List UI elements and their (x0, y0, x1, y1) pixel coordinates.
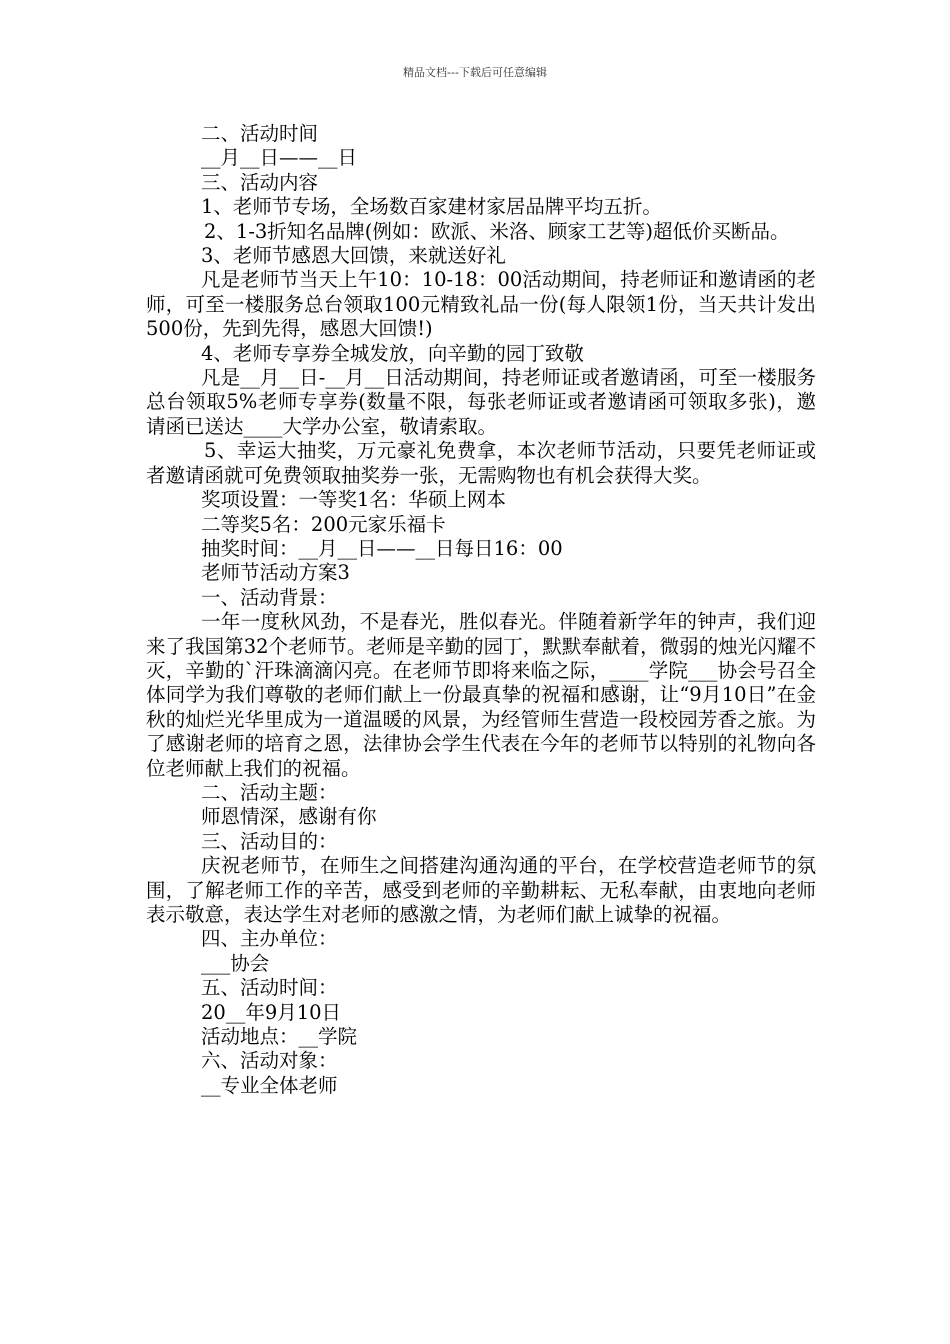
section-heading-event-time: 五、活动时间： (201, 976, 338, 1000)
section-heading-theme: 二、活动主题： (201, 780, 338, 804)
plan-title-3: 老师节活动方案3 (201, 561, 350, 585)
prize-setting-first: 奖项设置：一等奖1名：华硕上网本 (201, 488, 506, 512)
audience-text: __专业全体老师 (201, 1073, 338, 1097)
content-item-3: 3、老师节感恩大回馈，来就送好礼 (201, 244, 506, 268)
section-heading-content: 三、活动内容 (201, 170, 319, 194)
content-item-5: 5、幸运大抽奖，万元豪礼免费拿，本次老师节活动，只要凭老师证或者邀请函就可免费领取抽奖券一张，无需购物也有机会获得大奖。 (146, 439, 816, 487)
section-heading-background: 一、活动背景： (201, 585, 338, 609)
content-item-1: 1、老师节专场，全场数百家建材家居品牌平均五折。 (201, 195, 662, 219)
background-paragraph: 一年一度秋风劲，不是春光，胜似春光。伴随着新学年的钟声，我们迎来了我国第32个老师节。老师是辛勤的园丁，默默奉献着，微弱的烛光闪耀不灭，辛勤的`汗珠滴滴闪亮。在老师节即将来临之际，____学院___协会号召全体同学为我们尊敬的老师们献上一份最真挚的祝福和感谢，让“9月10日”在金秋的灿烂光华里成为一道温暖的风景，为经管师生营造一段校园芳香之旅。为了感谢老师的培育之恩，法律协会学生代表在今年的老师节以特别的礼物向各位老师献上我们的祝福。 (146, 610, 816, 780)
section-heading-purpose: 三、活动目的： (201, 829, 338, 853)
purpose-paragraph: 庆祝老师节，在师生之间搭建沟通沟通的平台，在学校营造老师节的氛围，了解老师工作的辛苦，感受到老师的辛勤耕耘、无私奉献，由衷地向老师表示敬意，表达学生对老师的感激之情，为老师们献上诚挚的祝福。 (146, 854, 816, 926)
document-header: 精品文档---下载后可任意编辑 (403, 66, 547, 79)
date-range-line: __月__日——__日 (201, 146, 358, 170)
lottery-time: 抽奖时间：__月__日——__日每日16：00 (201, 536, 563, 560)
organizer-text: ___协会 (201, 951, 270, 975)
prize-setting-second: 二等奖5名：200元家乐福卡 (201, 512, 446, 536)
content-item-4: 4、老师专享券全城发放，向辛勤的园丁致敬 (201, 341, 584, 365)
theme-text: 师恩情深，感谢有你 (201, 805, 377, 829)
section-heading-audience: 六、活动对象： (201, 1049, 338, 1073)
section-heading-organizer: 四、主办单位： (201, 927, 338, 951)
content-item-2: 2、1-3折知名品牌(例如：欧派、米洛、顾家工艺等)超低价买断品。 (204, 219, 790, 243)
document-body (146, 122, 816, 1098)
event-date-text: 20__年9月10日 (201, 1000, 342, 1024)
event-location-text: 活动地点：__学院 (201, 1025, 358, 1049)
content-item-4-detail: 凡是__月__日-__月__日活动期间，持老师证或者邀请函，可至一楼服务总台领取5%老师专享券(数量不限，每张老师证或者邀请函可领取多张)，邀请函已送达____大学办公室，敬请索取。 (146, 366, 816, 438)
content-item-3-detail: 凡是老师节当天上午10：10-18：00活动期间，持老师证和邀请函的老师，可至一楼服务总台领取100元精致礼品一份(每人限领1份，当天共计发出500份，先到先得，感恩大回馈!) (146, 268, 816, 341)
section-heading-time: 二、活动时间 (201, 122, 319, 145)
